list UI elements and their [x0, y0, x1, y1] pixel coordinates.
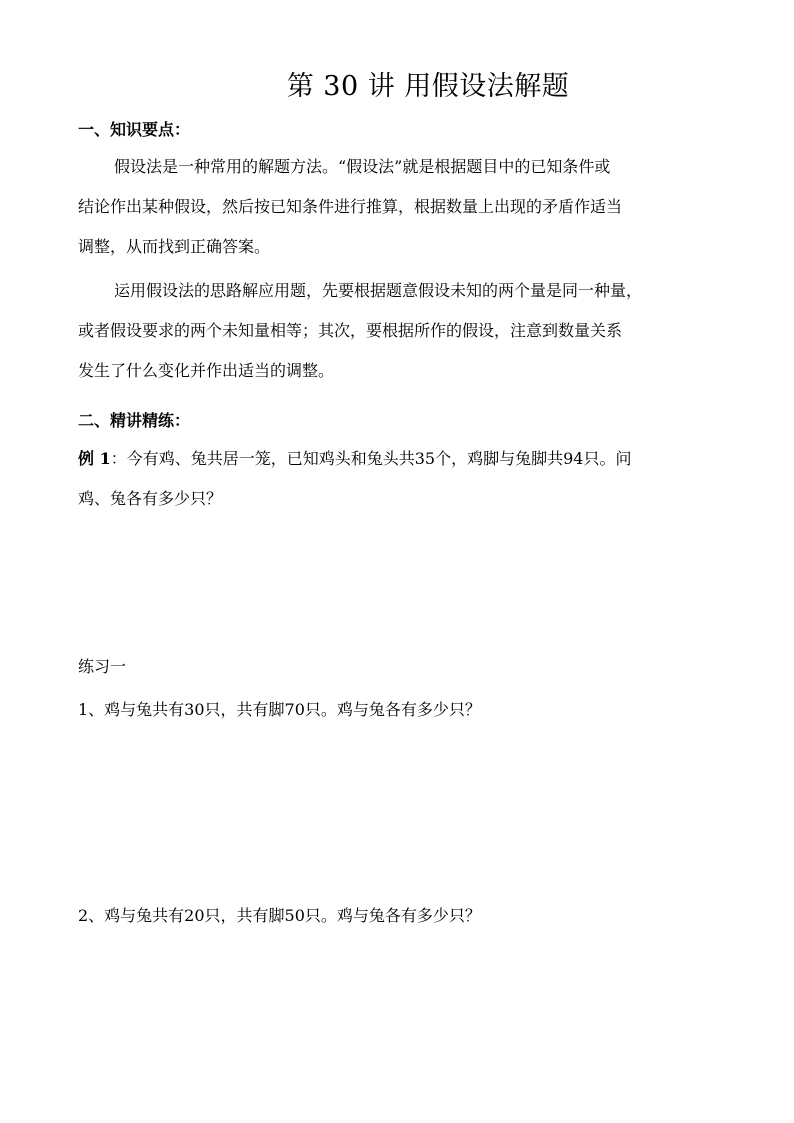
paragraph-line: 假设法是一种常用的解题方法。“假设法”就是根据题目中的已知条件或	[114, 157, 611, 176]
exercise-question-2: 2、鸡与兔共有20只，共有脚50只。鸡与兔各有多少只？	[78, 906, 481, 925]
example-line: 鸡、兔各有多少只？	[78, 489, 223, 508]
page-title: 第 30 讲 用假设法解题	[286, 71, 570, 102]
example-line	[78, 439, 718, 479]
paragraph-line: 运用假设法的思路解应用题，先要根据题意假设未知的两个量是同一种量，	[114, 281, 643, 300]
exercise-heading: 练习一	[78, 657, 127, 676]
paragraph-line: 或者假设要求的两个未知量相等；其次，要根据所作的假设，注意到数量关系	[78, 321, 623, 340]
example-text: ：今有鸡、兔共居一笼，已知鸡头和兔头共35个，鸡脚与兔脚共94只。问	[110, 449, 632, 468]
example-label: 例 1	[78, 449, 111, 468]
example-1	[78, 439, 718, 519]
paragraph-line: 调整，从而找到正确答案。	[78, 237, 271, 256]
paragraph-assumption-method	[78, 147, 712, 267]
section-heading-key-points: 一、知识要点：	[78, 120, 191, 139]
paragraph-line: 结论作出某种假设，然后按已知条件进行推算，根据数量上出现的矛盾作适当	[78, 197, 623, 216]
paragraph-applying-method	[78, 271, 712, 391]
paragraph-line: 发生了什么变化并作出适当的调整。	[78, 361, 335, 380]
exercise-question-1: 1、鸡与兔共有30只，共有脚70只。鸡与兔各有多少只？	[78, 700, 481, 719]
section-heading-practice: 二、精讲精练：	[78, 411, 191, 430]
